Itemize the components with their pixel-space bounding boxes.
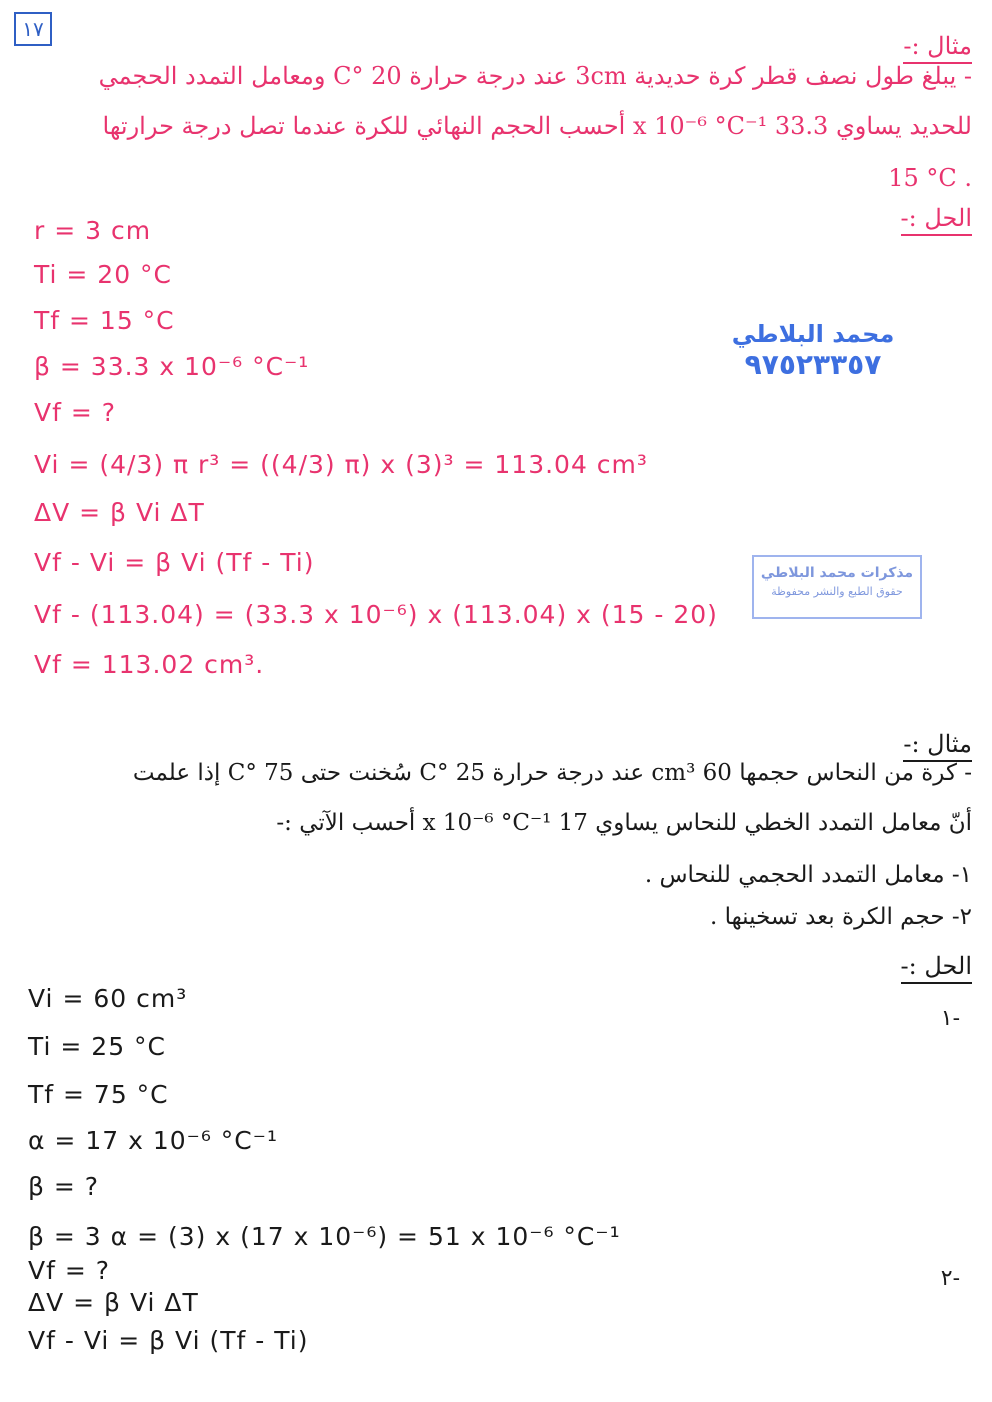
copyright-stamp-line-2: حقوق الطبع والنشر محفوظة — [771, 585, 903, 598]
example1-eq-final-temp: Tf = 15 °C — [34, 306, 175, 335]
example2-eq-vf-minus-vi: Vf - Vi = β Vi (Tf - Ti) — [28, 1326, 309, 1355]
example2-problem-line-1: - كرة من النحاس حجمها 60 cm³ عند درجة حرارة 25 °C سُخنت حتى 75 °C إذا علمت — [132, 760, 972, 786]
copyright-stamp-line-1: مذكرات محمد البلاطي — [760, 565, 914, 581]
example1-eq-vf-unknown: Vf = ? — [34, 398, 117, 427]
example2-solution-heading: الحل :- — [901, 952, 972, 980]
example1-solution-heading: الحل :- — [901, 204, 972, 232]
example1-heading: مثال :- — [903, 32, 972, 60]
example2-eq-delta-v: ΔV = β Vi ΔT — [28, 1288, 199, 1317]
example2-task-1: ١- معامل التمدد الحجمي للنحاس . — [644, 862, 972, 888]
example1-eq-vf-minus-vi: Vf - Vi = β Vi (Tf - Ti) — [34, 548, 315, 577]
example1-eq-delta-v: ΔV = β Vi ΔT — [34, 498, 205, 527]
example1-eq-initial-temp: Ti = 20 °C — [34, 260, 173, 289]
example2-eq-final-temp: Tf = 75 °C — [28, 1080, 169, 1109]
copyright-stamp — [752, 555, 922, 619]
example2-eq-beta-unknown: β = ? — [28, 1172, 100, 1201]
example1-problem-line-2: للحديد يساوي 33.3 x 10⁻⁶ °C⁻¹ أحسب الحجم النهائي للكرة عندما تصل درجة حرارتها — [102, 112, 972, 140]
author-phone: ٩٧٥٢٣٣٥٧ — [744, 348, 882, 381]
example1-eq-beta: β = 33.3 x 10⁻⁶ °C⁻¹ — [34, 352, 310, 381]
example2-eq-beta-calc: β = 3 α = (3) x (17 x 10⁻⁶) = 51 x 10⁻⁶ °C⁻¹ — [28, 1222, 621, 1251]
page-number: ١٧ — [14, 12, 52, 46]
example2-item-2-label: ٢- — [940, 1266, 960, 1291]
example2-heading: مثال :- — [903, 730, 972, 758]
example1-eq-substitution: Vf - (113.04) = (33.3 x 10⁻⁶) x (113.04) x (15 - 20) — [34, 600, 718, 629]
example2-eq-initial-temp: Ti = 25 °C — [28, 1032, 167, 1061]
example2-task-2: ٢- حجم الكرة بعد تسخينها . — [709, 904, 972, 930]
author-name: محمد البلاطي — [731, 320, 895, 348]
author-stamp — [728, 320, 898, 381]
example1-problem-line-1: - يبلغ طول نصف قطر كرة حديدية 3cm عند درجة حرارة 20 °C ومعامل التمدد الحجمي — [98, 62, 972, 90]
example2-eq-initial-volume: Vi = 60 cm³ — [28, 984, 188, 1013]
example1-problem-line-3: 15 °C . — [888, 164, 972, 192]
example2-problem-line-2: أنّ معامل التمدد الخطي للنحاس يساوي 17 x 10⁻⁶ °C⁻¹ أحسب الآتي :- — [276, 810, 972, 836]
example2-eq-vf-unknown: Vf = ? — [28, 1256, 111, 1285]
example1-eq-result: Vf = 113.02 cm³. — [34, 650, 265, 679]
example1-eq-radius: r = 3 cm — [34, 216, 152, 245]
example2-eq-alpha: α = 17 x 10⁻⁶ °C⁻¹ — [28, 1126, 278, 1155]
example1-eq-initial-volume: Vi = (4/3) π r³ = ((4/3) π) x (3)³ = 113.04 cm³ — [34, 450, 648, 479]
example2-item-1-label: ١- — [940, 1006, 960, 1031]
